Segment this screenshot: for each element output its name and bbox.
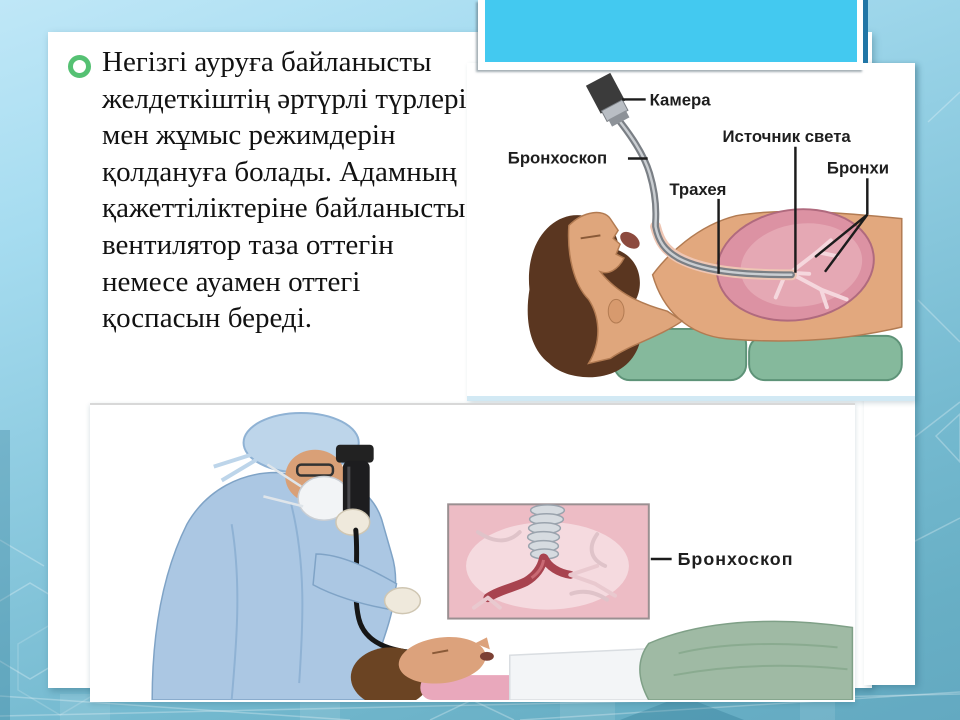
mouth bbox=[617, 228, 643, 252]
patient-mouth bbox=[480, 652, 494, 661]
procedure-art bbox=[90, 405, 855, 700]
body-paragraph: Негізгі ауруға байланысты желдеткіштің әртүрлі түрлері мен жұмыс режимдерін қолдануға болады. Адамның қажеттіліктеріне байланысты вентилятор таза оттегін немесе ауамен оттегі қоспасын береді. bbox=[102, 46, 467, 335]
label-trachea: Трахея bbox=[669, 179, 727, 199]
bronchi-inset bbox=[448, 504, 649, 618]
doctor-left-glove bbox=[385, 588, 421, 614]
doctor-right-glove bbox=[336, 509, 370, 535]
label-bronchoscope: Бронхоскоп bbox=[507, 148, 608, 168]
label-bronchi: Бронхи bbox=[826, 158, 890, 178]
pillow-right bbox=[749, 336, 902, 380]
label-camera: Камера bbox=[649, 90, 711, 110]
label-light-source: Источник света bbox=[722, 126, 851, 146]
scope-eyepiece bbox=[336, 445, 374, 463]
ear bbox=[608, 299, 624, 323]
bronchoscopy-diagram-art bbox=[467, 63, 915, 391]
bullet-text-block bbox=[64, 44, 468, 337]
bullet-icon bbox=[68, 55, 91, 78]
bronchoscopy-procedure-image bbox=[90, 403, 855, 702]
title-box-accent-bar bbox=[863, 0, 868, 63]
green-blanket bbox=[640, 621, 853, 700]
title-box bbox=[485, 0, 857, 62]
bronchoscopy-diagram-image bbox=[467, 63, 915, 401]
label-bronchoscope-bottom: Бронхоскоп bbox=[677, 548, 794, 569]
